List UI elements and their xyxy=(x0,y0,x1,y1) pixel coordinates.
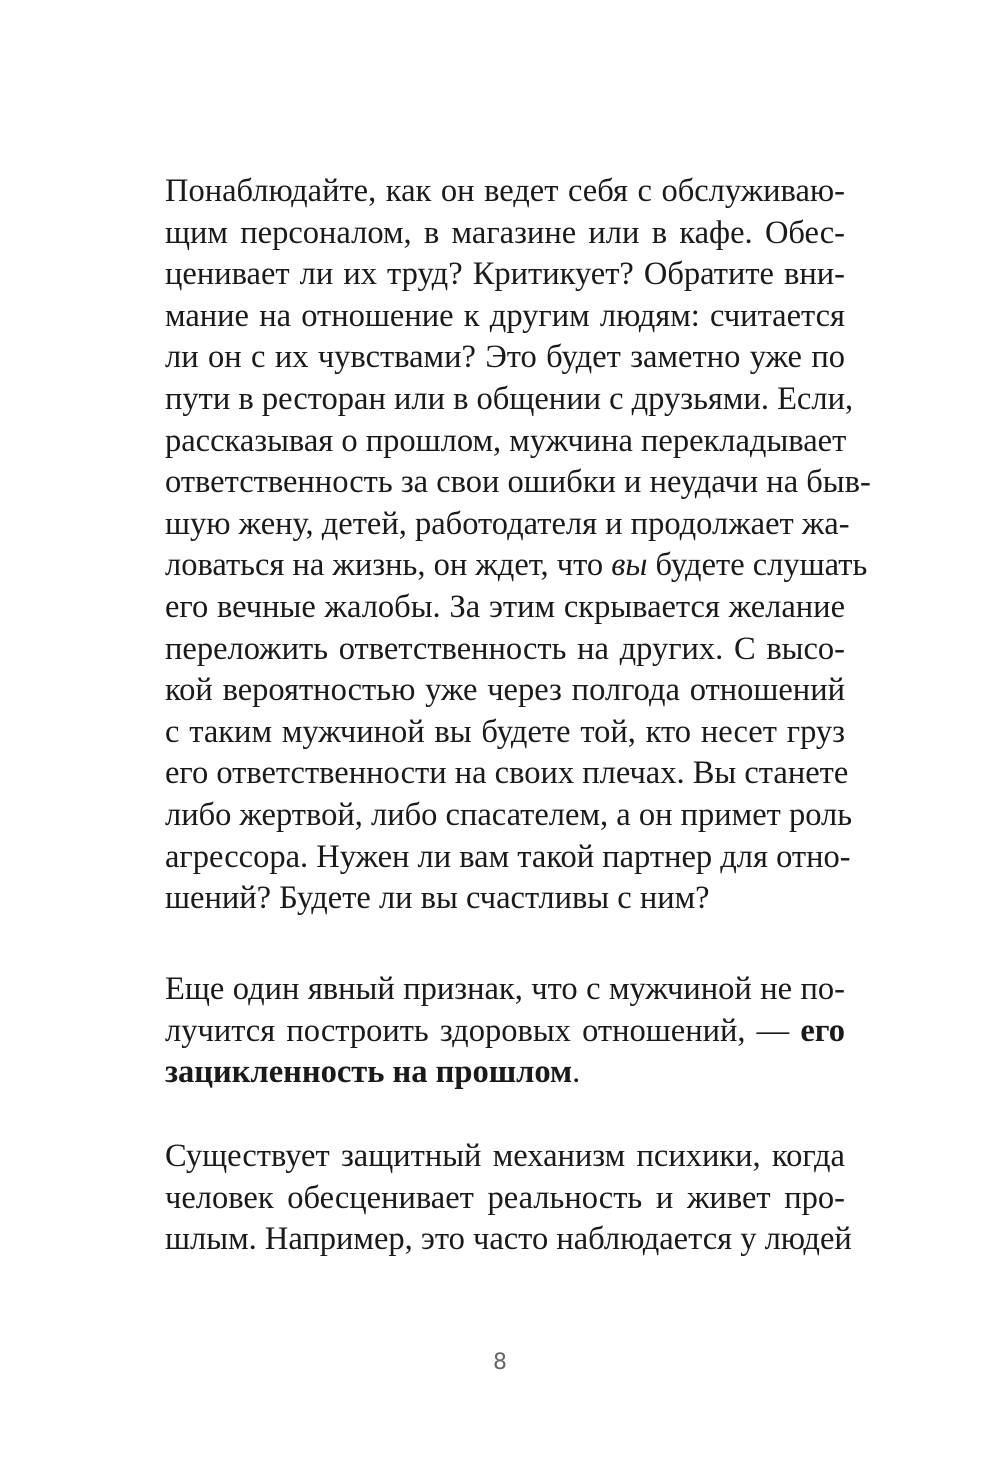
text-line: Понаблюдайте, как он ведет себя с обслуживаю- xyxy=(165,173,845,209)
paragraph-2 xyxy=(165,969,845,1094)
text-line: с таким мужчиной вы будете той, кто несет груз xyxy=(165,713,845,750)
text-line-with-bold xyxy=(165,1011,845,1053)
text-line: кой вероятностью уже через полгода отношений xyxy=(165,672,845,709)
text-line: человек обесценивает реальность и живет про- xyxy=(165,1179,845,1216)
text-segment: будете слушать xyxy=(647,547,868,584)
page-number: 8 xyxy=(493,1350,507,1375)
text-line: шлым. Например, это часто наблюдается у людей xyxy=(165,1221,852,1258)
text-line-with-bold xyxy=(165,1052,845,1094)
paragraph-1 xyxy=(165,171,871,920)
text-line: Еще один явный признак, что с мужчиной не по- xyxy=(165,971,845,1007)
text-segment: ловаться на жизнь, он ждет, что xyxy=(165,547,612,584)
text-line: ценивает ли их труд? Критикует? Обратите вни- xyxy=(165,256,845,293)
text-line: мание на отношение к другим людям: считается xyxy=(165,297,845,334)
text-line: его вечные жалобы. За этим скрывается желание xyxy=(165,588,845,625)
text-line: шую жену, детей, работодателя и продолжает жа- xyxy=(165,505,850,542)
text-segment: лучится построить здоровых отношений, — xyxy=(165,1012,801,1049)
text-line: либо жертвой, либо спасателем, а он примет роль xyxy=(165,796,853,833)
text-line: щим персоналом, в магазине или в кафе. Обес- xyxy=(165,214,845,251)
paragraph-3 xyxy=(165,1136,852,1261)
emphasis-word: вы xyxy=(611,547,648,584)
text-line: пути в ресторан или в общении с друзьями. Если, xyxy=(165,380,854,417)
text-line: ли он с их чувствами? Это будет заметно уже по xyxy=(165,339,845,376)
bold-phrase: зацикленность на прошлом xyxy=(165,1054,573,1091)
bold-word: его xyxy=(800,1012,845,1049)
text-line: ответственность за свои ошибки и неудачи на быв- xyxy=(165,464,871,501)
text-segment: . xyxy=(572,1054,581,1091)
text-line: его ответственности на своих плечах. Вы станете xyxy=(165,755,849,792)
text-line: агрессора. Нужен ли вам такой партнер для отно- xyxy=(165,838,851,875)
text-line: рассказывая о прошлом, мужчина перекладывает xyxy=(165,422,847,459)
text-line: шений? Будете ли вы счастливы с ним? xyxy=(165,880,710,917)
text-line: Существует защитный механизм психики, когда xyxy=(165,1138,845,1174)
text-line-with-emphasis xyxy=(165,545,868,587)
text-line: переложить ответственность на других. С высо- xyxy=(165,630,845,667)
